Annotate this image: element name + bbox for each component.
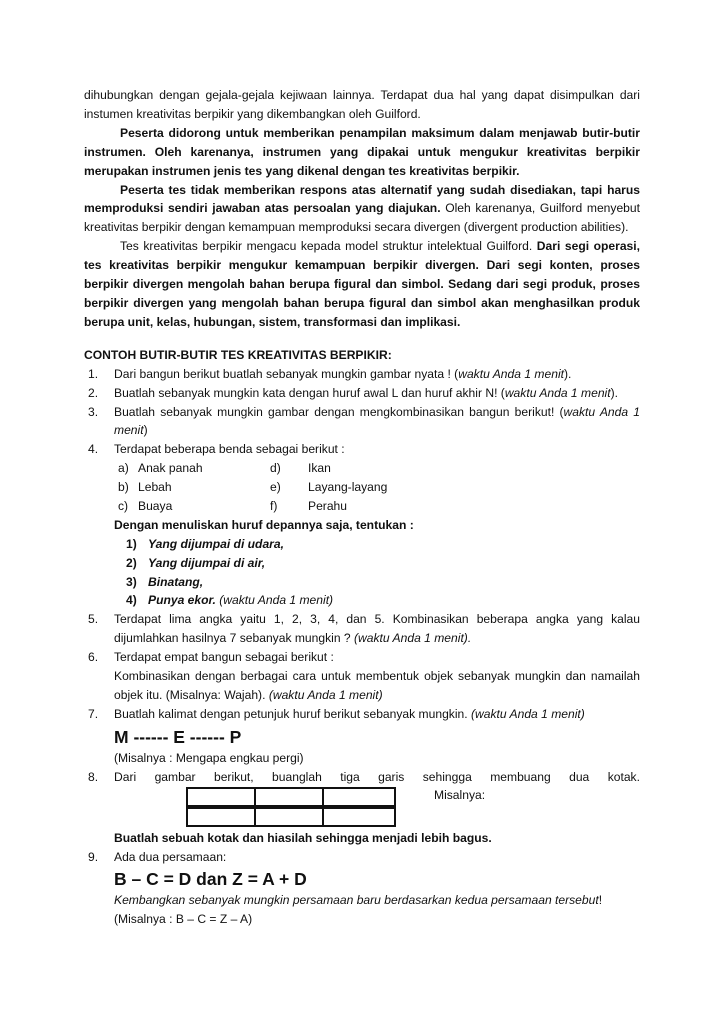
box-cell — [186, 807, 256, 827]
sub-item: 3) Binatang, — [126, 574, 204, 589]
object-row: c) Buaya f) Perahu — [118, 499, 347, 513]
list-item-8: 8. Dari gambar berikut, buanglah tiga garis sehingga membuang dua kotak. — [84, 768, 640, 787]
item-6-text: Kombinasikan dengan berbagai cara untuk membentuk objek sebanyak mungkin dan namailah objek itu. (Misalnya: Wajah). (waktu Anda 1 menit) — [114, 669, 640, 702]
paragraph-4 — [84, 237, 640, 332]
paragraph-3-bold: Peserta tes tidak memberikan respons atas alternatif yang sudah disediakan, tapi harus memproduksi sendiri jawaban atas persoalan yang diajukan. — [84, 182, 640, 216]
paragraph-1: dihubungkan dengan gejala-gejala kejiwaan lainnya. Terdapat dua hal yang dapat disimpulkan dari instumen kreativitas berpikir yang dikembangkan oleh Guilford. — [84, 88, 640, 121]
list-item-4: 4. Terdapat beberapa benda sebagai berikut : — [88, 442, 345, 457]
sub-item: 1) Yang dijumpai di udara, — [126, 536, 284, 551]
box-cell — [322, 787, 396, 807]
item-7-example: (Misalnya : Mengapa engkau pergi) — [114, 750, 304, 765]
list-item-1: 1. Dari bangun berikut buatlah sebanyak mungkin gambar nyata ! (waktu Anda 1 menit). — [88, 366, 572, 381]
paragraph-2: Peserta didorong untuk memberikan penampilan maksimum dalam menjawab butir-butir instrumen. Oleh karenanya, instrumen yang dipakai untuk mengukur kreativitas berpikir merupakan instrumen jenis tes yang dikenal dengan tes kreativitas berpikir. — [84, 125, 640, 178]
box-figure — [84, 787, 640, 829]
item-7-letters: M ------ E ------ P — [114, 726, 242, 747]
paragraph-3 — [84, 181, 640, 238]
item-4-instruction: Dengan menuliskan huruf depannya saja, tentukan : — [114, 517, 414, 532]
sub-item: 2) Yang dijumpai di air, — [126, 555, 266, 570]
item-8-instruction: Buatlah sebuah kotak dan hiasilah sehingga menjadi lebih bagus. — [114, 830, 492, 845]
section-heading: CONTOH BUTIR-BUTIR TES KREATIVITAS BERPIKIR: — [84, 347, 392, 362]
list-item-7: 7. Buatlah kalimat dengan petunjuk huruf berikut sebanyak mungkin. (waktu Anda 1 menit) — [88, 706, 585, 721]
item-9-example: (Misalnya : B – C = Z – A) — [114, 912, 253, 927]
item-8-misal: Misalnya: — [434, 787, 486, 802]
item-8-words: Dari gambar berikut, buanglah tiga garis sehingga membuang dua kotak. — [114, 769, 640, 784]
list-item-3: 3. Buatlah sebanyak mungkin gambar dengan mengkombinasikan bangun berikut! (waktu Anda 1 menit) — [88, 404, 640, 438]
item-9-instruction: Kembangkan sebanyak mungkin persamaan baru berdasarkan kedua persamaan tersebut! — [114, 893, 603, 908]
object-row: b) Lebah e) Layang-layang — [118, 480, 388, 495]
object-row: a) Anak panah d) Ikan — [118, 461, 331, 476]
box-cell — [254, 787, 324, 807]
item-4-time: (waktu Anda 1 menit) — [215, 593, 334, 608]
list-item-2: 2. Buatlah sebanyak mungkin kata dengan huruf awal L dan huruf akhir N! (waktu Anda 1 menit). — [88, 385, 618, 400]
item-9-equation: B – C = D dan Z = A + D — [114, 869, 307, 890]
list-item-6: 6. Terdapat empat bangun sebagai berikut : — [88, 650, 334, 665]
sub-item: 4) Punya ekor. (waktu Anda 1 menit) — [126, 593, 334, 608]
document-page — [84, 86, 640, 929]
paragraph-4-bold: Dari segi operasi, tes kreativitas berpikir mengukur kemampuan berpikir divergen. Dari segi konten, proses berpikir divergen mengolah bahan berupa figural dan simbol. Sedang dari segi produk, proses berpikir divergen yang mengolah bahan berupa figural dan simbol akan menghasilkan produk berupa unit, kelas, hubungan, sistem, transformasi dan implikasi. — [84, 239, 640, 329]
list-item-5: 5. Terdapat lima angka yaitu 1, 2, 3, 4, dan 5. Kombinasikan beberapa angka yang kalau dijumlahkan hasilnya 7 sebanyak mungkin ? (waktu Anda 1 menit). — [88, 612, 640, 646]
box-cell — [254, 807, 324, 827]
paragraph-4-text: Tes kreativitas berpikir mengacu kepada model struktur intelektual Guilford. — [120, 239, 537, 254]
box-cell — [322, 807, 396, 827]
box-cell — [186, 787, 256, 807]
paragraph-3-text: Oleh karenanya, Guilford menyebut kreativitas berpikir dengan kemampuan memproduksi secara divergen (divergent production abilities). — [84, 201, 640, 235]
list-item-9: 9. Ada dua persamaan: — [88, 849, 227, 864]
